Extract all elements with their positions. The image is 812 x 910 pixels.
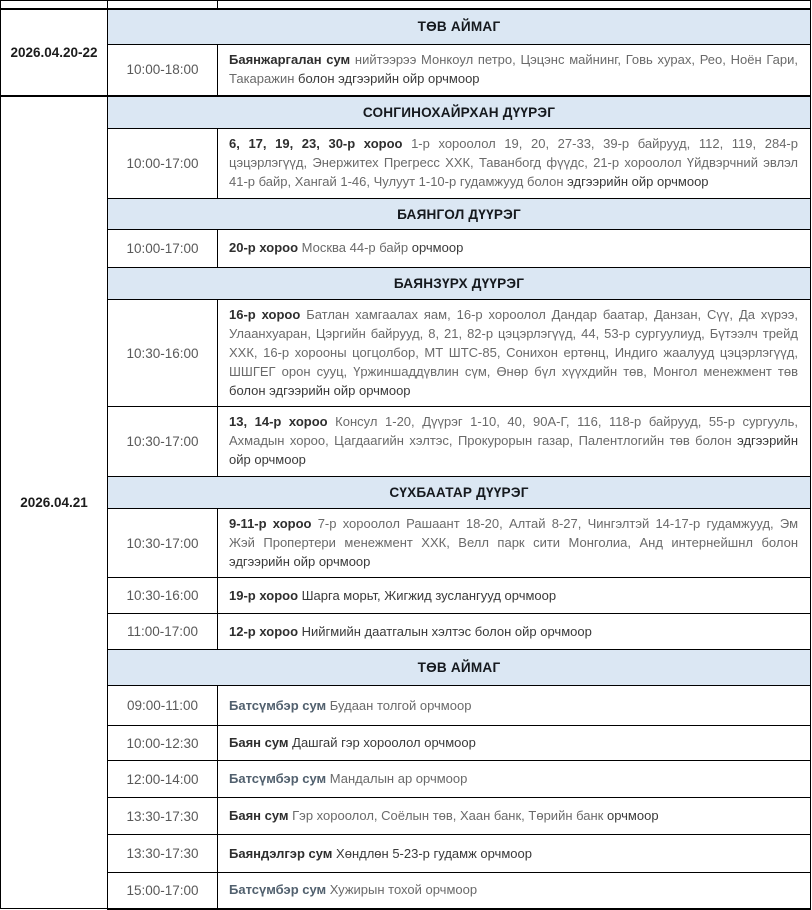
section-header: СҮХБААТАР ДҮҮРЭГ	[108, 476, 811, 508]
section-header-row	[1, 268, 811, 300]
cutoff-row	[1, 1, 811, 9]
time-cell: 10:00-12:30	[108, 726, 218, 761]
area-name: Батсүмбэр сум	[229, 771, 330, 787]
area-detail: нийтээрээ Монкоул петро, Цэцэнс майнинг, Говь хурах, Рео, Ноён Гари, Такаражин	[229, 52, 799, 86]
area-detail: Батлан хамгаалах яам, 16-р хороолол Дандар баатар, Данзан, Сүү, Да хүрээ, Улаанхуаран, Цэргийн байрууд, 8, 21, 82-р цэцэрлэгүүд, 44, 53-р сургуулиуд, Бүтээлч трейд ХХК, 16-р хорооны цогцолбор, МТ ШТС-85, Сонихон ертөнц, Индиго жаалууд цэцэрлэгүүд, ШШГЕГ орон сууц, Үржиншаддүвлин сүм, Өнөр бүл хүүхдийн төв, Монгол менежмент төв	[229, 307, 798, 379]
section-header-row	[1, 9, 811, 45]
cutoff-desc-cell	[218, 1, 811, 9]
area-suffix: эдгээрийн ойр орчмоор	[567, 174, 709, 190]
description-cell	[218, 45, 811, 96]
description-cell	[218, 508, 811, 578]
area-suffix: эдгээрийн ойр орчмоор	[229, 433, 798, 468]
area-detail: Шарга морьт, Жигжид зуслангууд орчмоор	[301, 587, 557, 603]
schedule-row	[1, 761, 811, 798]
description-cell	[218, 686, 811, 726]
description-cell	[218, 614, 811, 650]
time-cell: 11:00-17:00	[108, 614, 218, 650]
area-detail: Мандалын ар орчмоор	[329, 771, 468, 787]
schedule-row	[1, 614, 811, 650]
description-cell	[218, 578, 811, 614]
section-header-row	[1, 199, 811, 230]
section-header-row	[1, 96, 811, 129]
area-detail: Хөндлөн 5-23-р гудамж орчмоор	[336, 845, 532, 861]
description-cell	[218, 798, 811, 835]
area-name: Батсүмбэр сум	[229, 882, 330, 898]
area-detail: Будаан толгой орчмоор	[329, 697, 472, 713]
area-detail: 1-р хороолол 19, 20, 27-33, 39-р байрууд, 112, 119, 284-р цэцэрлэгүүд, Энержитех Прегресс ХХК, Таванбогд фүүдс, 21-р хороолол Үйдвэрчний эвлэл 41-р байр, Хангай 1-46, Чулуут 1-10-р гудамжууд болон	[229, 136, 798, 190]
description-cell	[218, 407, 811, 477]
description-cell	[218, 300, 811, 407]
area-detail: Москва 44-р байр	[301, 240, 412, 256]
description-cell	[218, 761, 811, 798]
section-header: БАЯНГОЛ ДҮҮРЭГ	[108, 199, 811, 230]
time-cell: 13:30-17:30	[108, 798, 218, 835]
area-detail: Гэр хороолол, Соёлын төв, Хаан банк, Төрийн банк	[292, 808, 607, 824]
area-suffix: орчмоор	[411, 240, 464, 256]
area-name: Батсүмбэр сум	[229, 697, 330, 713]
area-suffix: болон эдгээрийн ойр орчмоор	[229, 382, 411, 398]
area-detail: Нийгмийн даатгалын хэлтэс болон ойр орчмоор	[301, 623, 592, 639]
time-cell: 10:30-16:00	[108, 300, 218, 407]
area-name: 20-р хороо	[229, 240, 302, 256]
time-cell: 13:30-17:30	[108, 835, 218, 873]
time-cell: 10:30-16:00	[108, 578, 218, 614]
date-cell: 2026.04.20-22	[1, 9, 108, 96]
area-suffix: болон эдгээрийн ойр орчмоор	[298, 70, 480, 86]
section-header: ТӨВ АЙМАГ	[108, 650, 811, 686]
description-cell	[218, 726, 811, 761]
area-detail: Хужирын тохой орчмоор	[329, 882, 478, 898]
schedule-row	[1, 508, 811, 578]
schedule-row	[1, 407, 811, 477]
schedule-row	[1, 726, 811, 761]
schedule-row	[1, 873, 811, 909]
area-name: Баяндэлгэр сум	[229, 845, 337, 861]
time-cell: 10:00-17:00	[108, 129, 218, 199]
date-cell: 2026.04.21	[1, 96, 108, 909]
time-cell: 10:30-17:00	[108, 508, 218, 578]
area-name: 9-11-р хороо	[229, 515, 318, 531]
section-header-row	[1, 650, 811, 686]
area-name: 6, 17, 19, 23, 30-р хороо	[229, 136, 412, 152]
description-cell	[218, 835, 811, 873]
area-name: Баянжаргалан сум	[229, 52, 355, 67]
area-name: 16-р хороо	[229, 307, 307, 323]
time-cell: 10:00-17:00	[108, 230, 218, 268]
description-cell	[218, 873, 811, 909]
section-header: БАЯНЗҮРХ ДҮҮРЭГ	[108, 268, 811, 300]
time-cell: 10:00-18:00	[108, 45, 218, 96]
area-detail: Дашгай гэр хороолол орчмоор	[292, 735, 476, 751]
time-cell: 12:00-14:00	[108, 761, 218, 798]
cutoff-date-cell	[1, 1, 108, 9]
area-name: 19-р хороо	[229, 587, 302, 603]
area-name: Баян сум	[229, 735, 293, 751]
description-cell	[218, 230, 811, 268]
schedule-row	[1, 45, 811, 96]
schedule-row	[1, 230, 811, 268]
schedule-row	[1, 798, 811, 835]
schedule-row	[1, 129, 811, 199]
time-cell: 15:00-17:00	[108, 873, 218, 909]
section-header: ТӨВ АЙМАГ	[108, 9, 811, 45]
description-cell	[218, 129, 811, 199]
area-detail: Консул 1-20, Дүүрэг 1-10, 40, 90А-Г, 116, 118-р байрууд, 55-р сургууль, Ахмадын хороо, Цагдаагийн хэлтэс, Прокурорын газар, Палентлогийн төв болон	[229, 414, 798, 449]
area-name: 12-р хороо	[229, 623, 302, 639]
time-cell: 10:30-17:00	[108, 407, 218, 477]
section-header-row	[1, 476, 811, 508]
time-cell: 09:00-11:00	[108, 686, 218, 726]
area-suffix: эдгээрийн ойр орчмоор	[229, 553, 371, 569]
schedule-row	[1, 835, 811, 873]
area-name: Баян сум	[229, 808, 293, 824]
schedule-row	[1, 300, 811, 407]
area-suffix: орчмоор	[606, 808, 659, 824]
area-detail: 7-р хороолол Рашаант 18-20, Алтай 8-27, Чингэлтэй 14-17-р гудамжууд, Эм Жэй Пропертери менежмент ХХК, Велл парк сити Монголиа, Анд интернейшнл болон	[229, 515, 798, 550]
area-name: 13, 14-р хороо	[229, 414, 336, 430]
section-header: СОНГИНОХАЙРХАН ДҮҮРЭГ	[108, 96, 811, 129]
schedule-row	[1, 686, 811, 726]
cutoff-time-cell	[108, 1, 218, 9]
schedule-row	[1, 578, 811, 614]
